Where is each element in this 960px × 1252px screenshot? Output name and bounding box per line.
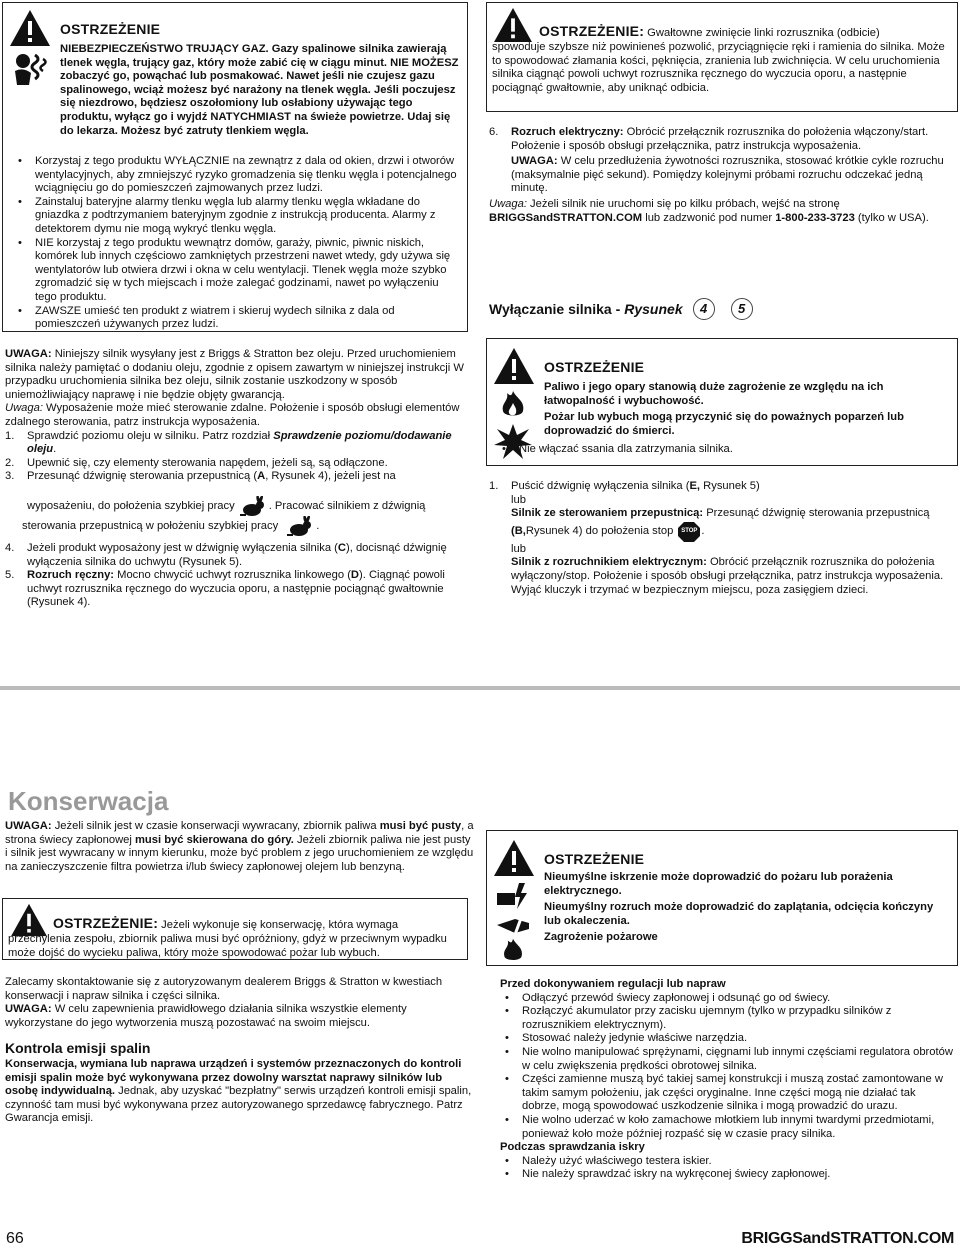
section-divider bbox=[0, 686, 960, 690]
spark-check-title: Podczas sprawdzania iskry bbox=[500, 1141, 645, 1154]
co-warning-box bbox=[2, 2, 468, 332]
list-item: • Rozłączyć akumulator przy zacisku ujemnym (tylko w przypadku silników z rozrusznikiem elektrycznym). bbox=[500, 1005, 956, 1032]
list-item: • Części zamienne muszą być takiej samej konstrukcji i muszą zostać zamontowane w takim samym położeniu, jak części oryginalne. Inne części mogą nie działać tak dobrze, mogą spowodować uszkodzenie silnika i mogą prowadzić do urazu. bbox=[500, 1073, 956, 1114]
step-4: 4. Jeżeli produkt wyposażony jest w dźwignię wyłączenia silnika (C), docisnąć dźwignię wyłączenia silnika do uchwytu (Rysunek 5). bbox=[5, 542, 447, 568]
step-3: 3. Przesunąć dźwignię sterowania przepustnicą (A, Rysunek 4), jeżeli jest na bbox=[5, 470, 396, 483]
or-label: lub bbox=[511, 493, 526, 506]
step-5: 5. Rozruch ręczny: Mocno chwycić uchwyt rozrusznika linkowego (D). Ciągnąć powoli uchwyt rozrusznika ręcznego do wyczucia oporu, a następnie pociągnąć gwałtownie (Rysunek 4). bbox=[5, 569, 445, 609]
co-warning-heading: OSTRZEŻENIE bbox=[60, 21, 161, 37]
list-item: • NIE korzystaj z tego produktu wewnątrz domów, garaży, piwnic, piwnic niskich, komórek lub innych częściowo zamkniętych przestrzeni nawet wtedy, gdy używa się wentylatorów lub otwiera drzwi i okna w celu wentylacji. Tlenek węgla może szybko zgromadzić się w tych miejscach i może zalegać godzinami, nawet po wyłączeniu tego produktu. bbox=[13, 237, 461, 305]
spark-warning-heading: OSTRZEŻENIE bbox=[544, 851, 645, 867]
warning-triangle-icon bbox=[493, 7, 533, 43]
throttle-stop-line-2: (B, Rysunek 4) do położenia stop STOP . bbox=[489, 521, 957, 543]
warning-triangle-icon bbox=[9, 9, 51, 47]
stop-step-1: 1. Puścić dźwignię wyłączenia silnika (E, Rysunek 5) bbox=[489, 480, 760, 492]
before-adjustments bbox=[500, 978, 956, 1182]
dealer-paragraph: Zalecamy skontaktowanie się z autoryzowanym dealerem Briggs & Stratton w kwestiach konserwacji i napraw silnika i części silnika. bbox=[5, 976, 443, 1002]
step-2: 2. Upewnić się, czy elementy sterowania napędem, jeżeli są, są odłączone. bbox=[5, 456, 388, 469]
spark-warning-line-2: Nieumyślny rozruch może doprowadzić do zaplątania, odcięcia kończyny lub okaleczenia. bbox=[544, 901, 934, 927]
fuel-warning-bold-1: Paliwo i jego opary stanowią duże zagrożenie ze względu na ich łatwopalność i wybuchowość. bbox=[544, 381, 884, 407]
footer-brand: BRIGGSandSTRATTON.COM bbox=[741, 1230, 954, 1247]
cut-hand-icon bbox=[495, 913, 533, 937]
tilt-warning-text: przechylenia zespołu, zbiornik paliwa musi być opróżniony, gdyż w przeciwnym wypadku może dojść do wycieku paliwa, który może spowodować pożar lub wybuch. bbox=[8, 933, 447, 959]
list-item: • Korzystaj z tego produktu WYŁĄCZNIE na zewnątrz z dala od okien, drzwi i otworów wentylacyjnych, aby zmniejszyć ryzyko gromadzenia się tlenku węgla i potencjalnego wciągnięciu go do pomieszczeń zajmowanych przez ludzi. bbox=[13, 155, 461, 196]
spark-warning-line-1: Nieumyślne iskrzenie może doprowadzić do pożaru lub porażenia elektrycznego. bbox=[544, 871, 893, 897]
figure-4-badge: 4 bbox=[693, 298, 715, 320]
fuel-warning-bold-2: Pożar lub wybuch mogą przyczynić się do poważnych poparzeń lub doprowadzić do śmierci. bbox=[544, 411, 904, 437]
fuel-warning-bullets bbox=[497, 443, 945, 457]
list-item: • Nie należy sprawdzać iskry na wykręconej świecy zapłonowej. bbox=[500, 1168, 956, 1182]
fuel-warning-box bbox=[486, 338, 958, 466]
or-label: lub bbox=[511, 542, 526, 555]
step-6: 6. Rozruch elektryczny: Obrócić przełącznik rozrusznika do położenia włączony/start. Położenie i sposób obsługi przełącznika, patrz instrukcja wyposażenia. bbox=[489, 126, 929, 152]
emission-text: Konserwacja, wymiana lub naprawa urządzeń i systemów przeznaczonych do kontroli emisji spalin może być wykonywana przez dowolny warsztat naprawy silników lub osobę indywidualną. Jednak, aby uzyskać "bezpłatny" serwis urządzeń kontroli emisji spalin, czynność tam musi być wykonywana przez autoryzowanego sprzedawcę fabrycznego. Patrz Gwarancja emisji. bbox=[5, 1058, 472, 1125]
stop-steps bbox=[489, 480, 957, 597]
dealer-uwaga: UWAGA: W celu zapewnienia prawidłowego działania silnika wszystkie elementy wykorzystane do jego wytworzenia muszą pozostawać na swoim miejscu. bbox=[5, 1003, 407, 1029]
uwaga-remote: Uwaga: Wyposażenie może mieć sterowanie zdalne. Położenie i sposób obsługi elementów zdalnego sterowania, patrz instrukcja wyposażenia. bbox=[5, 402, 460, 428]
list-item: • Nie wolno uderzać w koło zamachowe młotkiem lub innymi twardymi przedmiotami, ponieważ koło może później rozpaść się w czasie pracy silnika. bbox=[500, 1114, 956, 1141]
list-item: • Nie wolno manipulować sprężynami, cięgnami lub innymi częściami regulatora obrotów w celu zwiększenia prędkości obrotowej silnika. bbox=[500, 1046, 956, 1073]
starting-notes bbox=[5, 348, 475, 484]
tilt-warning-first-line: OSTRZEŻENIE: Jeżeli wykonuje się konserwację, która wymaga bbox=[53, 915, 399, 931]
electric-start-section bbox=[489, 126, 955, 225]
throttle-stop-text: Silnik ze sterowaniem przepustnicą: Przesunąć dźwignię sterowania przepustnicą bbox=[511, 507, 930, 520]
warning-triangle-icon bbox=[493, 347, 535, 385]
fire-icon bbox=[497, 937, 529, 963]
list-item: • ZAWSZE umieść ten produkt z wiatrem i skieruj wydech silnika z dala od pomieszczeń używanych przez ludzi. bbox=[13, 305, 461, 332]
rabbit-fast-icon bbox=[237, 496, 267, 518]
maintenance-title: Konserwacja bbox=[8, 786, 169, 816]
spark-warning-box bbox=[486, 830, 958, 966]
maintenance-uwaga: UWAGA: Jeżeli silnik jest w czasie konserwacji wywracany, zbiornik paliwa musi być pusty, a strona świecy zapłonowej musi być skierowana do góry. Jeżeli zbiornik paliwa nie jest pusty i silnik jest wywracany w innym kierunku, może być problem z jego uruchomieniem ze względu na zanieczyszczenie filtra powietrza i/lub świecy zapłonowej olejem lub benzyną. bbox=[5, 820, 474, 873]
step-1: 1. Sprawdzić poziomu oleju w silniku. Patrz rozdział Sprawdzenie poziomu/dodawanie oleju. bbox=[5, 429, 452, 456]
dealer-notes bbox=[5, 976, 475, 1030]
before-adjustments-title: Przed dokonywaniem regulacji lub napraw bbox=[500, 978, 726, 990]
starter-warning-box bbox=[486, 2, 958, 112]
step-6-uwaga: UWAGA: W celu przedłużenia żywotności rozrusznika, stosować krótkie cykle rozruchu (maksymalnie pięć sekund). Pomiędzy kolejnymi próbami rozruchu odczekać jedną minutę. bbox=[511, 155, 944, 195]
starter-warning-text: spowoduje szybsze niż powinieneś pozwolić, przyciągnięcie ręki i ramienia do silnika. Może to spowodować złamania kości, pęknięcia, zranienia lub zwichnięcia. W celu uruchomienia silnika ciągnąć powoli uchwyt rozrusznika ręcznego do wyczucia oporu, a następnie pociągnąć gwałtownie, aby uniknąć odbicia. bbox=[492, 41, 945, 94]
uwaga-no-oil: UWAGA: Niniejszy silnik wysyłany jest z Briggs & Stratton bez oleju. Przed uruchomieniem silnika należy pamiętać o dodaniu oleju, zgodnie z opisem zawartym w niniejszej instrukcji W przypadku uruchomienia silnika bez oleju, silnik zostanie uszkodzony w sposób uniemożliwiający naprawę i nie będzie objęty gwarancją. bbox=[5, 348, 464, 401]
list-item: • Należy użyć właściwego testera iskier. bbox=[500, 1155, 956, 1169]
step-3-line-3: sterowania przepustnicą w położeniu szybkiej pracy . bbox=[22, 516, 472, 538]
co-warning-bullets bbox=[13, 155, 461, 332]
uwaga-website: Uwaga: Jeżeli silnik nie uruchomi się po kilku próbach, wejść na stronę BRIGGSandSTRATTON.COM lub zadzwonić pod numer 1-800-233-3723 (tylko w USA). bbox=[489, 197, 929, 224]
warning-triangle-icon bbox=[9, 903, 49, 937]
rabbit-fast-icon bbox=[284, 516, 314, 538]
step-3-line-2: wyposażeniu, do położenia szybkiej pracy . Pracować silnikiem z dźwignią bbox=[27, 496, 477, 518]
stop-engine-title: Wyłączanie silnika - Rysunek 4 5 bbox=[489, 298, 753, 320]
figure-5-badge: 5 bbox=[731, 298, 753, 320]
stop-sign-text: STOP bbox=[681, 527, 698, 534]
spark-check-list bbox=[500, 1155, 956, 1182]
fire-icon bbox=[495, 389, 531, 419]
starter-warning-first-line: OSTRZEŻENIE: Gwałtowne zwinięcie linki rozrusznika (odbicie) bbox=[539, 23, 880, 39]
page-number: 66 bbox=[6, 1230, 24, 1247]
electric-stop-text: Silnik z rozruchnikiem elektrycznym: Obrócić przełącznik rozrusznika do położenia wyłączony/stop. Położenie i sposób obsługi przełącznika, patrz instrukcja wyposażenia. Wyjąć kluczyk i trzymać w bezpiecznym miejscu, poza zasięgiem dzieci. bbox=[511, 556, 944, 596]
list-item: • Odłączyć przewód świecy zapłonowej i odsunąć go od świecy. bbox=[500, 992, 956, 1006]
co-warning-text: NIEBEZPIECZEŃSTWO TRUJĄCY GAZ. Gazy spalinowe silnika zawierają tlenek węgla, trujący gaz, który może zabić cię w ciągu minut. NIE MOŻESZ zobaczyć go, powąchać lub posmakować. Nawet jeśli nie czujesz gazu spalinowego, wciąż możesz być narażony na tlenek węgla. Jeśli poczujesz się niezdrowo, będziesz oszołomiony lub osłabiony używając tego produktu, wyłącz go i wyjdź NATYCHMIAST na świeże powietrze. Udaj się do lekarza. Możesz być zatruty tlenkiem węgla. bbox=[60, 43, 459, 137]
warning-triangle-icon bbox=[493, 839, 535, 877]
list-item: • Nie włączać ssania dla zatrzymania silnika. bbox=[497, 443, 945, 457]
emission-title: Kontrola emisji spalin bbox=[5, 1040, 151, 1056]
list-item: • Zainstaluj bateryjne alarmy tlenku węgla lub alarmy tlenku węgla wkładane do gniazdka z podtrzymaniem bateryjnym zgodnie z instrukcją producenta. Alarmy z detektorem dymu nie mogą wykryć tlenku węgla. bbox=[13, 196, 461, 237]
fuel-warning-heading: OSTRZEŻENIE bbox=[544, 359, 645, 375]
electric-shock-icon bbox=[495, 881, 533, 911]
exhaust-fumes-icon bbox=[9, 49, 51, 91]
list-item: • Stosować należy jedynie właściwe narzędzia. bbox=[500, 1032, 956, 1046]
tilt-warning-box bbox=[2, 898, 468, 960]
steps-4-5 bbox=[5, 542, 475, 610]
before-adjustments-list bbox=[500, 992, 956, 1142]
spark-warning-line-3: Zagrożenie pożarowe bbox=[544, 931, 658, 943]
